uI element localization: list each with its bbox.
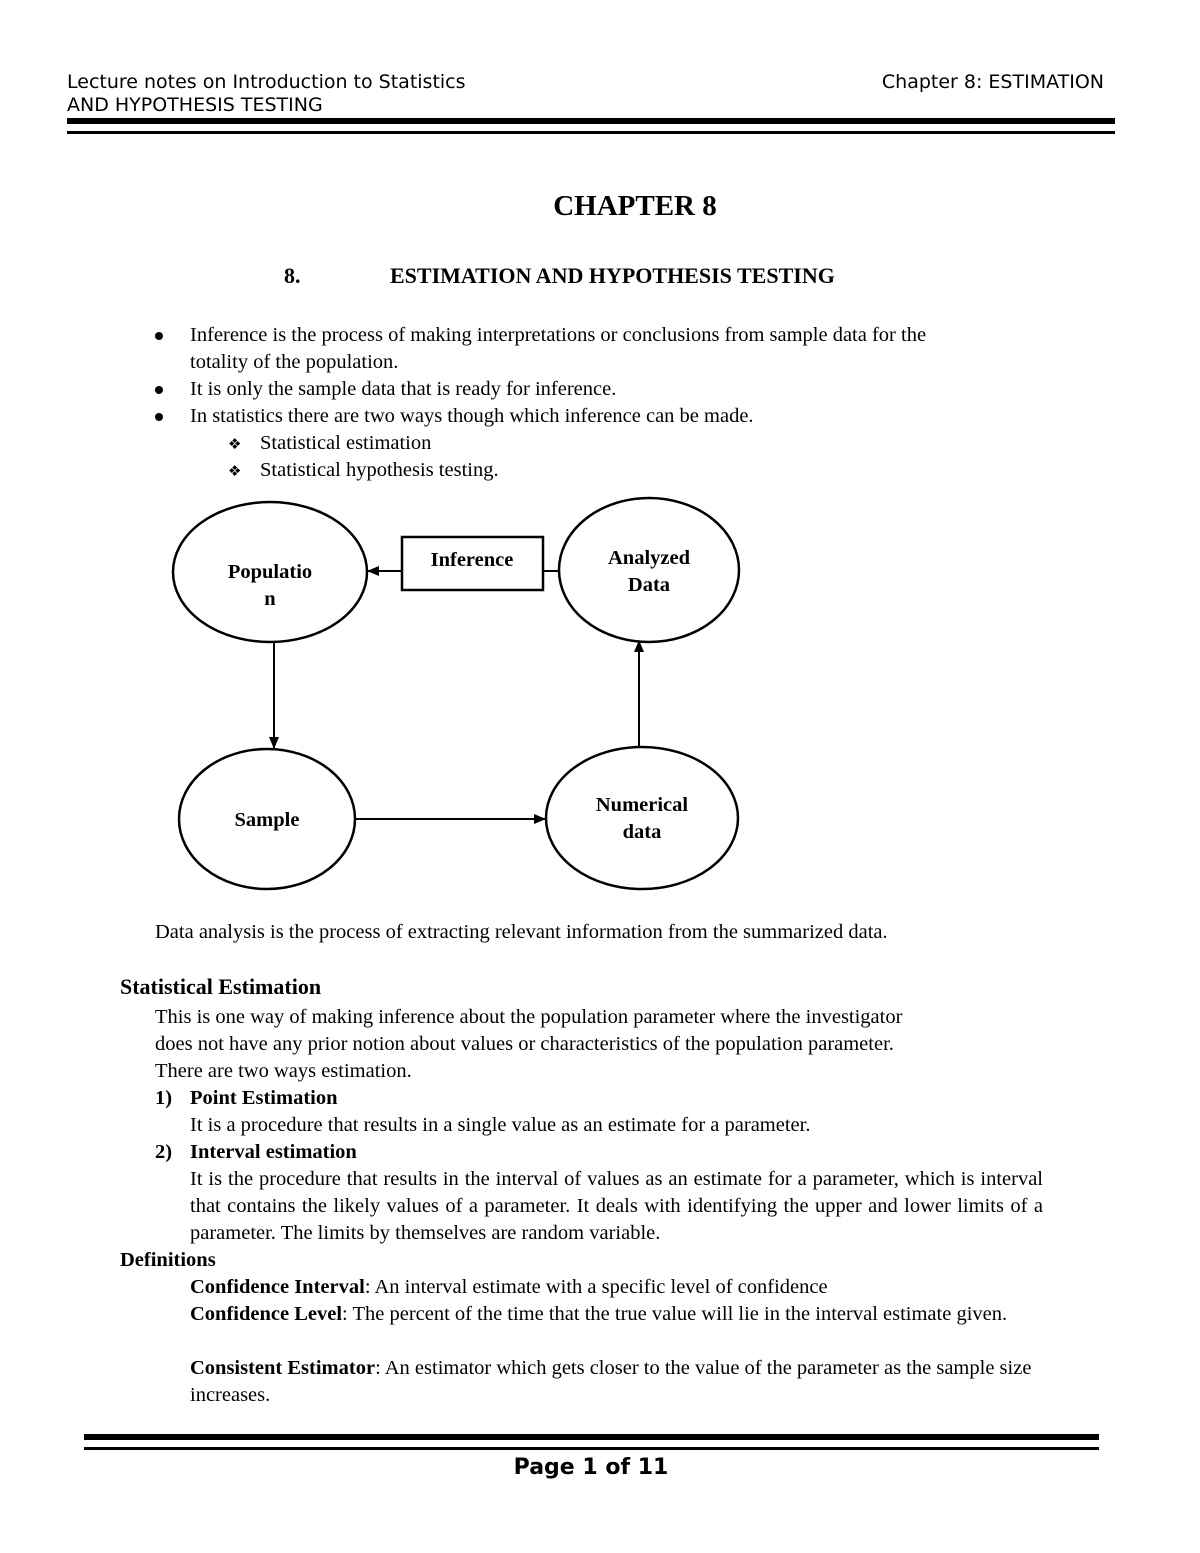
section-number: 8.: [284, 263, 301, 288]
definition-term: Confidence Interval: [190, 1276, 365, 1298]
definitions-heading: Definitions: [120, 1249, 216, 1271]
diamond-bullet-icon: ❖: [228, 435, 242, 453]
definition-text: : An estimator which gets closer to the value of the parameter as the sample size increases.: [190, 1357, 1032, 1406]
point-estimation-title: Point Estimation: [190, 1087, 338, 1109]
footer-rule-thin: [84, 1447, 1099, 1450]
definition-confidence-level: [190, 1301, 1043, 1328]
interval-estimation-number: 2): [155, 1141, 173, 1163]
numerical-data-node: [546, 747, 738, 889]
sample-label: Sample: [234, 809, 300, 831]
data-analysis-text: Data analysis is the process of extracting relevant information from the summarized data.: [155, 921, 888, 943]
header-chapter-label: Chapter 8: ESTIMATION: [881, 71, 1104, 93]
header-title-line1: Lecture notes on Introduction to Statistics: [67, 71, 466, 93]
population-label-line1: Populatio: [227, 561, 313, 583]
header-title-line2: AND HYPOTHESIS TESTING: [67, 94, 323, 116]
population-label-line2: n: [264, 588, 276, 610]
definition-text: : An interval estimate with a specific level of confidence: [364, 1276, 828, 1298]
definition-term: Confidence Level: [190, 1303, 343, 1325]
inference-label: Inference: [430, 549, 514, 571]
analyzed-label-line1: Analyzed: [608, 547, 690, 569]
point-estimation-text: It is a procedure that results in a single value as an estimate for a parameter.: [190, 1114, 811, 1136]
diamond-bullet-icon: ❖: [228, 462, 242, 480]
numerical-label-line1: Numerical: [595, 794, 689, 816]
page-number: Page 1 of 11: [513, 1455, 669, 1480]
definition-term: Consistent Estimator: [190, 1357, 376, 1379]
definition-confidence-interval: [190, 1274, 828, 1301]
sub-bullet-1: Statistical estimation: [260, 432, 432, 454]
bullet-1-line2: totality of the population.: [190, 351, 399, 373]
sub-bullet-2: Statistical hypothesis testing.: [260, 459, 499, 481]
section-title: ESTIMATION AND HYPOTHESIS TESTING: [390, 263, 835, 288]
statistical-estimation-heading: Statistical Estimation: [120, 974, 322, 999]
bullet-3: In statistics there are two ways though which inference can be made.: [190, 405, 754, 427]
footer-rule-thick: [84, 1434, 1099, 1440]
estimation-intro-line3: There are two ways estimation.: [155, 1060, 412, 1082]
definition-text: : The percent of the time that the true value will lie in the interval estimate given.: [342, 1303, 1008, 1325]
definition-consistent-estimator: [190, 1355, 1050, 1409]
interval-estimation-title: Interval estimation: [190, 1141, 357, 1163]
estimation-intro-line2: does not have any prior notion about values or characteristics of the population parameter.: [155, 1033, 894, 1055]
analyzed-label-line2: Data: [627, 574, 671, 596]
estimation-intro-line1: This is one way of making inference about the population parameter where the investigator: [155, 1006, 903, 1028]
numerical-label-line2: data: [622, 821, 662, 843]
bullet-1-line1: Inference is the process of making interpretations or conclusions from sample data for the: [190, 324, 927, 346]
interval-estimation-text: It is the procedure that results in the interval of values as an estimate for a parameter, which is interval that contains the likely values of a parameter. It deals with identifying the upper and lower limits of a parameter. The limits by themselves are random variable.: [190, 1168, 1043, 1244]
point-estimation-number: 1): [155, 1087, 173, 1109]
analyzed-data-node: [559, 498, 739, 642]
chapter-title: CHAPTER 8: [553, 190, 717, 222]
bullet-2: It is only the sample data that is ready for inference.: [190, 378, 617, 400]
